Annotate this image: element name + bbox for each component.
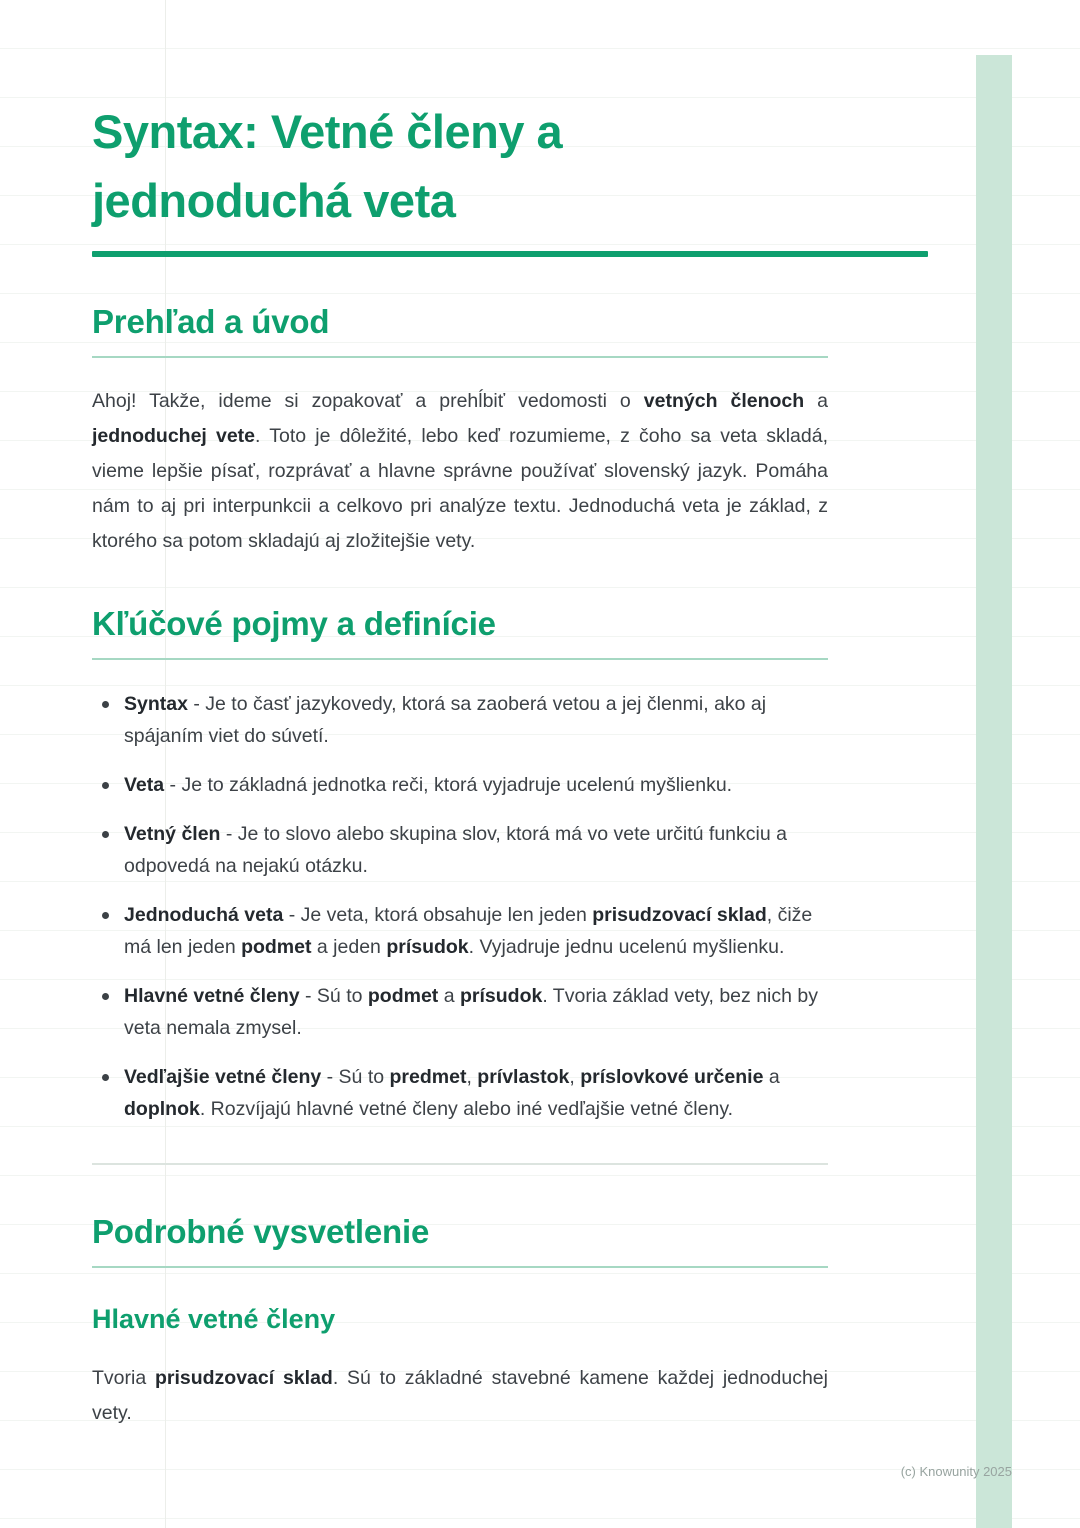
section-heading-detail: Podrobné vysvetlenie [92,1213,430,1251]
list-item [92,899,828,963]
title-divider [92,251,928,257]
section-divider [92,1163,828,1165]
bullet-icon [102,912,109,919]
list-item-text: Vetný člen - Je to slovo alebo skupina slov, ktorá má vo vete určitú funkciu a odpovedá na nejakú otázku. [124,823,787,878]
list-item [92,769,828,801]
copyright-footer: (c) Knowunity 2025 [900,1464,1012,1479]
page-content [92,0,828,1431]
list-item-text: Syntax - Je to časť jazykovedy, ktorá sa zaoberá vetou a jej členmi, ako aj spájaním viet do súvetí. [124,693,767,748]
list-item-text: Hlavné vetné členy - Sú to podmet a prísudok. Tvoria základ vety, bez nich by veta nemala zmysel. [124,985,818,1040]
bullet-icon [102,993,109,1000]
list-item [92,688,828,752]
key-terms-list [92,688,828,1125]
list-item [92,980,828,1044]
list-item-text: Veta - Je to základná jednotka reči, ktorá vyjadruje ucelenú myšlienku. [124,774,733,797]
list-item [92,818,828,882]
list-item [92,1061,828,1125]
section-heading-overview: Prehľad a úvod [92,303,330,341]
heading-underline [92,658,828,660]
section-key-terms [92,605,828,1125]
heading-underline [92,1266,828,1268]
heading-underline [92,356,828,358]
subsection-heading-main-members: Hlavné vetné členy [92,1304,336,1335]
section-heading-key-terms: Kľúčové pojmy a definície [92,605,496,643]
list-item-text: Jednoduchá veta - Je veta, ktorá obsahuje len jeden prisudzovací sklad, čiže má len jeden podmet a jeden prísudok. Vyjadruje jednu ucelenú myšlienku. [124,904,813,959]
section-detail [92,1213,828,1431]
bullet-icon [102,782,109,789]
list-item-text: Vedľajšie vetné členy - Sú to predmet, prívlastok, príslovkové určenie a doplnok. Rozvíjajú hlavné vetné členy alebo iné vedľajšie vetné členy. [124,1066,780,1121]
bullet-icon [102,1074,109,1081]
overview-paragraph: Ahoj! Takže, ideme si zopakovať a prehĺbiť vedomosti o vetných členoch a jednoduchej vete. Toto je dôležité, lebo keď rozumieme, z čoho sa veta skladá, vieme lepšie písať, rozprávať a hlavne správne používať slovenský jazyk. Pomáha nám to aj pri interpunkcii a celkovo pri analýze textu. Jednoduchá veta je základ, z ktorého sa potom skladajú aj zložitejšie vety. [92,390,828,553]
page-title: Syntax: Vetné členy a jednoduchá veta [92,105,563,228]
right-accent-bar [976,55,1012,1528]
bullet-icon [102,831,109,838]
detail-paragraph: Tvoria prisudzovací sklad. Sú to základné stavebné kamene každej jednoduchej vety. [92,1367,828,1425]
bullet-icon [102,701,109,708]
section-overview [92,303,828,559]
